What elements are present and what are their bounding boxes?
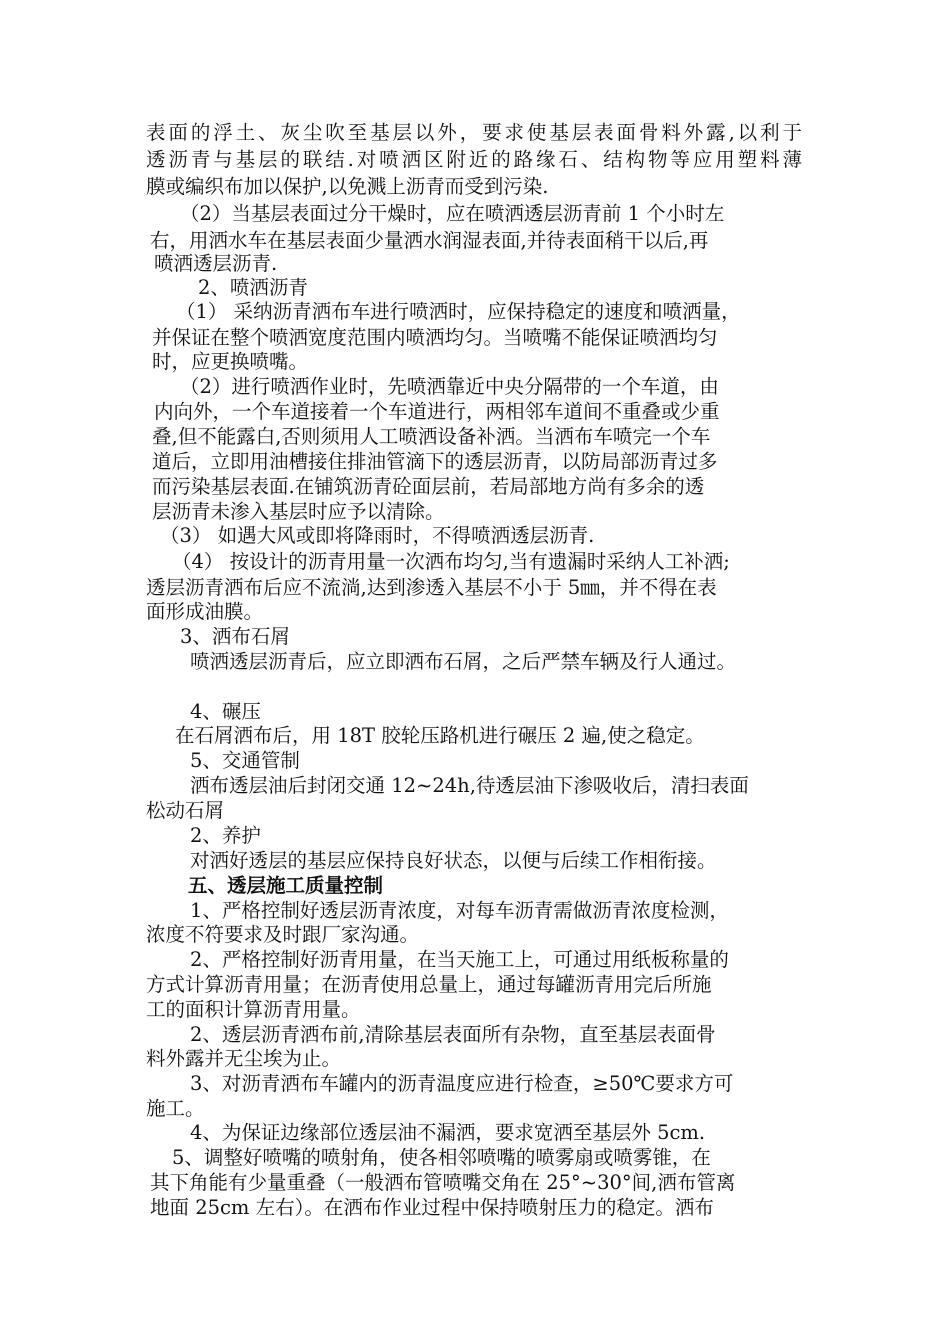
body-line: 在石屑洒布后，用 18T 胶轮压路机进行碾压 2 遍,使之稳定。 xyxy=(175,724,705,747)
body-line: 1、严格控制好透层沥青浓度，对每车沥青需做沥青浓度检测， xyxy=(190,899,729,922)
body-line: 透层沥青洒布后应不流淌,达到渗透入基层不小于 5㎜，并不得在表 xyxy=(146,576,717,599)
body-line: 料外露并无尘埃为止。 xyxy=(146,1047,342,1070)
body-line: 松动石屑 xyxy=(146,799,225,822)
section-heading: 3、洒布石屑 xyxy=(180,625,290,648)
body-line: 面形成油膜。 xyxy=(146,600,264,623)
body-line: 喷洒透层沥青后，应立即洒布石屑，之后严禁车辆及行人通过。 xyxy=(190,650,737,673)
body-line: 内向外，一个车道接着一个车道进行，两相邻车道间不重叠或少重 xyxy=(154,400,720,423)
body-line: 地面 25cm 左右）。在洒布作业过程中保持喷射压力的稳定。洒布 xyxy=(150,1196,714,1219)
body-line: 工的面积计算沥青用量。 xyxy=(146,998,361,1021)
body-line: 其下角能有少量重叠（一般洒布管喷嘴交角在 25°~30°间,洒布管离 xyxy=(150,1171,736,1194)
body-line: 喷洒透层沥青. xyxy=(154,252,278,275)
body-line: 方式计算沥青用量；在沥青使用总量上，通过每罐沥青用完后所施 xyxy=(146,973,712,996)
body-line: 右，用洒水车在基层表面少量洒水润湿表面,并待表面稍干以后,再 xyxy=(150,229,709,252)
body-line: 2、严格控制好沥青用量，在当天施工上，可通过用纸板称量的 xyxy=(190,948,729,971)
body-line: （3） 如遇大风或即将降雨时，不得喷洒透层沥青. xyxy=(160,524,595,547)
body-line: 膜或编织布加以保护,以免溅上沥青而受到污染. xyxy=(146,175,549,198)
section-heading: 5、交通管制 xyxy=(190,749,300,772)
body-line: 道后，立即用油槽接住排油管滴下的透层沥青，以防局部沥青过多 xyxy=(152,450,718,473)
body-line: 3、对沥青洒布车罐内的沥青温度应进行检查，≥50℃要求方可 xyxy=(190,1072,734,1095)
body-line: 表面的浮土、灰尘吹至基层以外，要求使基层表面骨料外露,以利于 xyxy=(146,121,802,144)
body-line: 洒布透层油后封闭交通 12~24h,待透层油下渗吸收后，清扫表面 xyxy=(190,774,749,797)
body-line: 施工。 xyxy=(146,1097,205,1120)
body-line: 透沥青与基层的联结.对喷洒区附近的路缘石、结构物等应用塑料薄 xyxy=(146,148,802,171)
body-line: 层沥青未渗入基层时应予以清除。 xyxy=(152,500,445,523)
body-line: （4） 按设计的沥青用量一次洒布均匀,当有遗漏时采纳人工补洒; xyxy=(172,550,730,573)
body-line: 浓度不符要求及时跟厂家沟通。 xyxy=(146,923,420,946)
body-line: 叠,但不能露白,否则须用人工喷洒设备补洒。当洒布车喷完一个车 xyxy=(152,425,711,448)
section-heading: 2、养护 xyxy=(190,824,261,847)
body-line: 4、为保证边缘部位透层油不漏洒，要求宽洒至基层外 5cm. xyxy=(190,1121,706,1144)
body-line: （2）当基层表面过分干燥时，应在喷洒透层沥青前 1 个小时左 xyxy=(180,202,725,225)
section-heading-quality-control: 五、透层施工质量控制 xyxy=(188,874,384,897)
body-line: 5、调整好喷嘴的喷射角，使各相邻喷嘴的喷雾扇或喷雾锥，在 xyxy=(172,1146,711,1169)
body-line: 时，应更换喷嘴。 xyxy=(152,350,309,373)
body-line: 对洒好透层的基层应保持良好状态，以便与后续工作相衔接。 xyxy=(190,849,717,872)
body-line: 2、透层沥青洒布前,清除基层表面所有杂物，直至基层表面骨 xyxy=(190,1023,716,1046)
body-line: （2）进行喷洒作业时，先喷洒靠近中央分隔带的一个车道，由 xyxy=(180,375,719,398)
section-heading: 4、碾压 xyxy=(190,700,261,723)
section-heading: 2、喷洒沥青 xyxy=(198,276,308,299)
body-line: （1） 采纳沥青洒布车进行喷洒时，应保持稳定的速度和喷洒量， xyxy=(176,300,741,323)
body-line: 并保证在整个喷洒宽度范围内喷洒均匀。当喷嘴不能保证喷洒均匀 xyxy=(152,326,718,349)
body-line: 而污染基层表面.在铺筑沥青砼面层前，若局部地方尚有多余的透 xyxy=(152,475,705,498)
